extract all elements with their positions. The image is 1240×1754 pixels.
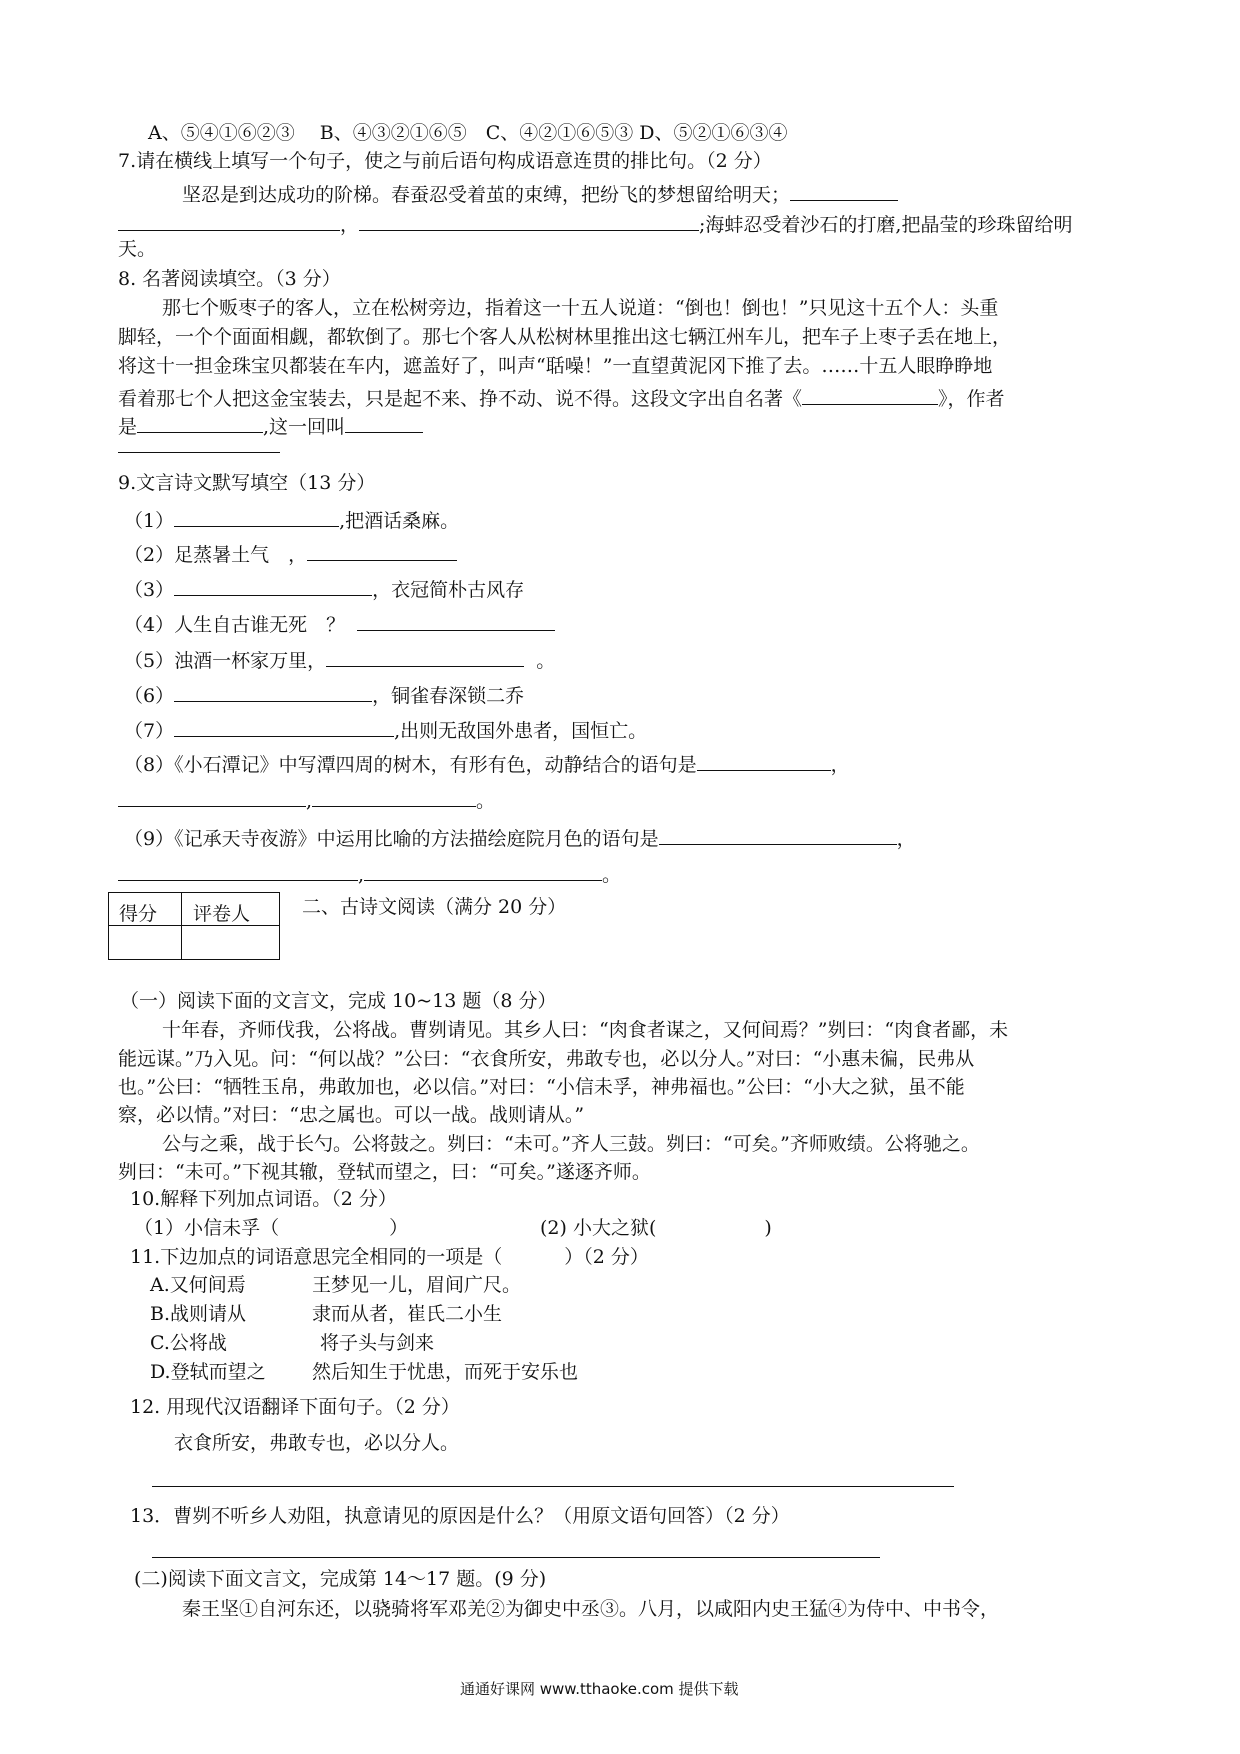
q12-title: 12. 用现代汉语翻译下面句子。（2 分） [130,1396,460,1418]
q9-item-2-num: （2） [124,544,175,566]
q9-item-5 [124,648,555,671]
q9-item-4 [124,612,555,635]
q11-option-b: B.战则请从 [150,1303,247,1325]
q7-blank-2[interactable] [118,212,340,231]
q9-item-8-blank-1[interactable] [697,752,831,771]
q9-item-5-num: （5） [124,650,175,672]
q9-item-8-line2 [118,788,495,811]
q9-item-8-comma: ， [830,754,850,776]
passage1-line1: 十年春，齐师伐我，公将战。曹刿请见。其乡人曰：“肉食者谋之，又何间焉？”刿曰：“肉食者鄙，未 [162,1019,1009,1041]
q8-author-blank[interactable] [137,414,263,433]
q9-item-6-blank[interactable] [174,683,372,702]
q11-option-b-compare: 隶而从者，崔氏二小生 [312,1303,503,1325]
passage1-line3: 也。”公曰：“牺牲玉帛，弗敢加也，必以信。”对曰：“小信未孚，神弗福也。”公曰：“小大之狱，虽不能 [118,1076,965,1098]
q12-sentence: 衣食所安，弗敢专也，必以分人。 [174,1432,460,1454]
q9-item-6 [124,683,524,706]
q9-item-9-line2 [118,862,621,885]
passage1-intro: （一）阅读下面的文言文，完成 10~13 题（8 分） [120,990,557,1012]
q9-item-9-comma2: , [358,864,365,886]
q9-item-6-num: （6） [124,685,175,707]
q11-option-a: A.又何间焉 [150,1274,246,1296]
q9-item-8-blank-2[interactable] [118,788,306,807]
q9-item-2-blank[interactable] [307,542,457,561]
q7-line2 [118,212,1072,235]
q10-item-b-close: ) [764,1217,772,1239]
q11-title-text: 11.下边加点的词语意思完全相同的一项是（ [130,1246,503,1268]
q9-item-9-blank-3[interactable] [364,862,602,881]
q9-item-3-text: ，衣冠简朴古风存 [372,579,525,601]
q9-item-6-text: ，铜雀春深锁二乔 [372,685,525,707]
q7-tail: ;海蚌忍受着沙石的打磨,把晶莹的珍珠留给明 [699,214,1073,236]
footer-credit: 通通好课网 www.tthaoke.com 提供下载 [460,1680,739,1698]
q6-options: A、⑤④①⑥②③ B、④③②①⑥⑤ C、④②①⑥⑤③ D、⑤②①⑥③④ [148,122,788,144]
q10-item-a-close: ） [389,1217,409,1239]
q9-item-1-text: ,把酒话桑麻。 [339,510,460,532]
q9-item-4-blank[interactable] [357,612,555,631]
passage1-line2: 能远谋。”乃入见。问：“何以战？”公曰：“衣食所安，弗敢专也，必以分人。”对曰：“小惠未徧，民弗从 [118,1048,975,1070]
q8-book-blank[interactable] [802,386,938,405]
q9-item-3-blank[interactable] [174,577,372,596]
q13-answer-line[interactable] [152,1557,880,1558]
score-box-col-divider [181,893,182,959]
q11-option-a-compare: 王梦见一儿，眉间广尺。 [312,1274,522,1296]
score-box [108,892,280,960]
q9-item-4-text: 人生自古谁无死 ？ [174,614,346,636]
q7-line3: 天。 [118,238,157,260]
q9-item-8-text: （8）《小石潭记》中写潭四周的树木，有形有色，动静结合的语句是 [124,754,697,776]
q10-item-b-text: (2) 小大之狱( [540,1217,657,1239]
q9-item-3-num: （3） [124,579,175,601]
q8-line4-text: 看着那七个人把这金宝装去，只是起不来、挣不动、说不得。这段文字出自名著《 [118,388,803,410]
grader-label: 评卷人 [193,903,251,925]
q8-title: 8. 名著阅读填空。（3 分） [118,268,341,290]
q8-chapter-blank-2[interactable] [118,452,280,453]
q9-item-2 [124,542,457,565]
q9-item-2-text: 足蒸暑土气 ， [174,544,308,566]
q9-item-9-text: （9）《记承天寺夜游》中运用比喻的方法描绘庭院月色的语句是 [124,828,659,850]
q9-item-5-end: 。 [536,650,556,672]
passage1-line4: 察，必以情。”对曰：“忠之属也。可以一战。战则请从。” [118,1104,585,1126]
q10-item-a [134,1219,408,1238]
q8-line4-end: 》，作者 [938,388,1005,410]
q9-item-8-comma2: , [306,790,313,812]
q11-title-end: ）（2 分） [564,1246,649,1268]
score-label: 得分 [119,903,158,925]
q9-item-8 [124,752,850,775]
q9-item-7-blank[interactable] [174,718,394,737]
q9-item-5-text: 浊酒一杯家万里， [174,650,327,672]
q8-line5-text: 是 [118,416,138,438]
q9-item-7-text: ,出则无敌国外患者，国恒亡。 [394,720,648,742]
q9-item-7 [124,718,647,741]
passage2-line1: 秦王坚①自河东还，以骁骑将军邓羌②为御史中丞③。八月，以咸阳内史王猛④为侍中、中书令， [182,1598,1000,1620]
q7-blank-1[interactable] [790,182,898,201]
q9-item-5-blank[interactable] [326,648,524,667]
q9-item-8-end: 。 [476,790,496,812]
q7-comma: ， [340,214,360,236]
q7-line1-text: 坚忍是到达成功的阶梯。春蚕忍受着茧的束缚，把纷飞的梦想留给明天； [182,184,791,206]
q8-para-line3: 将这十一担金珠宝贝都装在车内，遮盖好了，叫声“聒噪！”一直望黄泥冈下推了去。……十五人眼睁睁地 [118,355,993,377]
q8-chapter-blank[interactable] [345,414,423,433]
q8-para-line2: 脚轻，一个个面面相觑，都软倒了。那七个客人从松树林里推出这七辆江州车儿，把车子上枣子丢在地上， [118,326,1012,348]
q9-item-9-comma: ， [896,828,916,850]
q9-title: 9.文言诗文默写填空（13 分） [118,472,376,494]
q9-item-9-blank-1[interactable] [659,826,897,845]
q9-item-7-num: （7） [124,720,175,742]
passage2-intro: (二)阅读下面文言文，完成第 14～17 题。(9 分) [134,1568,547,1590]
q9-item-1-blank[interactable] [174,508,339,527]
q8-line5-mid: ,这一回叫 [263,416,346,438]
q10-item-a-text: （1）小信未孚（ [134,1217,280,1239]
q11-option-c: C.公将战 [150,1332,227,1354]
q8-para-line5 [118,414,423,437]
q9-item-8-blank-3[interactable] [312,788,476,807]
q13-title: 13．曹刿不听乡人劝阻，执意请见的原因是什么？（用原文语句回答）（2 分） [130,1505,790,1527]
q11-option-c-compare: 将子头与剑来 [320,1332,435,1354]
q11-title [130,1248,649,1267]
section2-title: 二、古诗文阅读（满分 20 分） [302,896,567,918]
q8-para-line1: 那七个贩枣子的客人，立在松树旁边，指着这一十五人说道：“倒也！倒也！”只见这十五个人：头重 [162,297,999,319]
q9-item-9-end: 。 [602,864,622,886]
q10-item-b [540,1219,772,1238]
q12-answer-line[interactable] [152,1486,954,1487]
passage1-line5: 公与之乘，战于长勺。公将鼓之。刿曰：“未可。”齐人三鼓。刿曰：“可矣。”齐师败绩。公将驰之。 [162,1133,980,1155]
q7-title: 7.请在横线上填写一个句子，使之与前后语句构成语意连贯的排比句。（2 分） [118,150,772,172]
q9-item-3 [124,577,524,600]
q9-item-1-num: （1） [124,510,175,532]
q7-line1 [182,182,898,205]
q9-item-1 [124,508,459,531]
q8-para-line4 [118,386,1005,409]
q11-option-d-compare: 然后知生于忧患，而死于安乐也 [312,1361,579,1383]
q9-item-4-num: （4） [124,614,175,636]
q9-item-9-blank-2[interactable] [118,862,358,881]
q7-blank-3[interactable] [359,212,699,231]
q10-title: 10.解释下列加点词语。（2 分） [130,1188,397,1210]
passage1-line6: 刿曰：“未可。”下视其辙，登轼而望之，曰：“可矣。”遂逐齐师。 [118,1161,651,1183]
q9-item-9 [124,826,916,849]
q11-option-d: D.登轼而望之 [150,1361,266,1383]
